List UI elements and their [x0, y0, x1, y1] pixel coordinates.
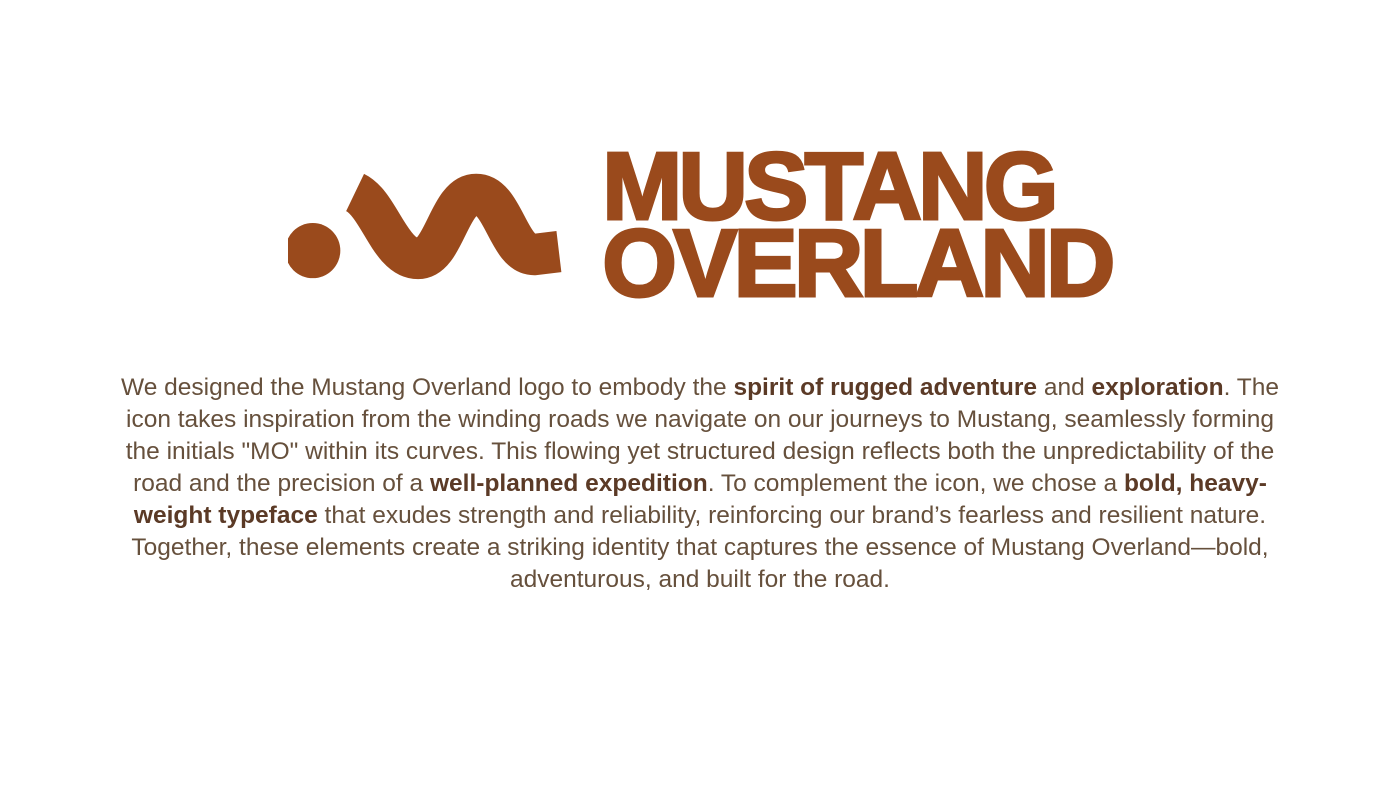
description-segment-bold: exploration: [1091, 374, 1224, 401]
brand-wordmark: [602, 133, 1112, 317]
brand-description: [120, 372, 1280, 596]
logo-lockup: [0, 0, 1400, 317]
description-segment-bold: spirit of rugged adventure: [733, 374, 1038, 401]
description-segment: and: [1037, 374, 1092, 401]
description-segment: . To complement the icon, we chose a: [707, 470, 1124, 497]
icon-winding-road-stroke: [355, 193, 559, 259]
brand-name-line1: MUSTANG: [602, 133, 1055, 240]
description-segment-bold: well-planned expedition: [429, 470, 708, 497]
description-segment: . The icon takes inspiration from the winding roads we navigate on our journeys to Mustang, seamlessly forming the initials "MO" within its curves. This flowing yet structured design reflects both the unpredictability of the road and the precision of a: [125, 374, 1279, 497]
description-segment: We designed the Mustang Overland logo to embody the: [121, 374, 734, 401]
winding-road-mo-icon: [288, 161, 562, 289]
icon-dot: [288, 223, 340, 278]
brand-name-line2: OVERLAND: [602, 210, 1112, 317]
description-segment-bold: bold, heavy-weight typeface: [133, 470, 1267, 529]
description-segment: that exudes strength and reliability, reinforcing our brand’s fearless and resilient nature. Together, these elements create a striking identity that captures the essence of Mustang Overland—bold, adventurous, and built for the road.: [131, 502, 1269, 593]
